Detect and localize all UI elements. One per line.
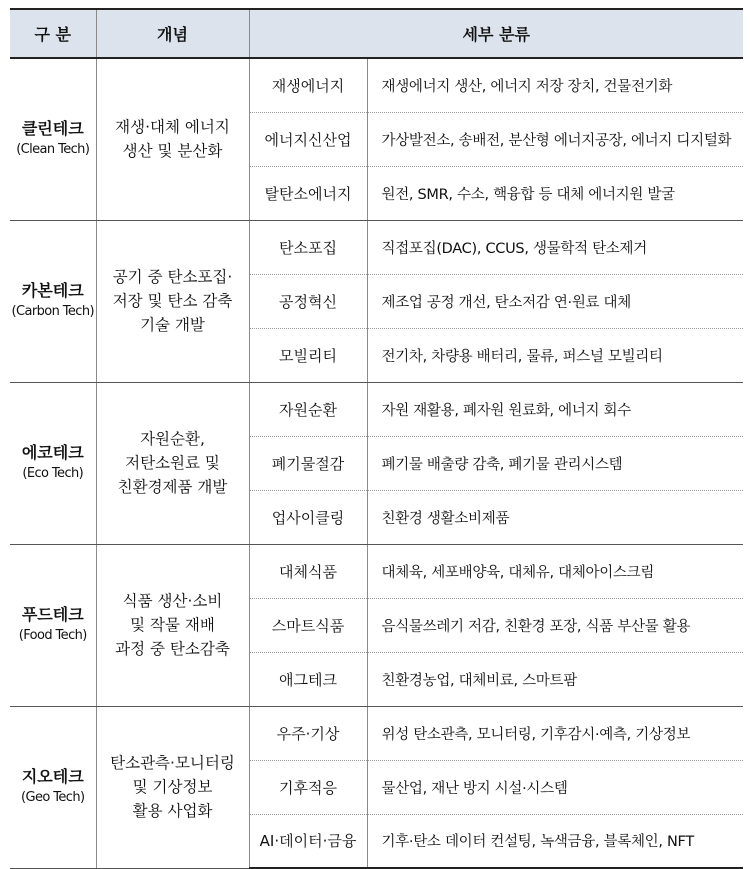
detail-cell: 친환경농업, 대체비료, 스마트팜: [367, 652, 743, 706]
subcategory-cell: AI·데이터·금융: [249, 814, 367, 868]
table-row: [10, 220, 743, 274]
category-english: (Clean Tech): [16, 142, 90, 158]
category-name: 지오테크: [21, 767, 84, 786]
detail-cell: 전기차, 차량용 배터리, 물류, 퍼스널 모빌리티: [367, 328, 743, 382]
detail-cell: 재생에너지 생산, 에너지 저장 장치, 건물전기화: [367, 58, 743, 112]
subcategory-cell: 에너지신산업: [249, 112, 367, 166]
detail-cell: 직접포집(DAC), CCUS, 생물학적 탄소제거: [367, 220, 743, 274]
detail-cell: 친환경 생활소비제품: [367, 490, 743, 544]
category-name: 에코테크: [21, 443, 84, 462]
table-row: [10, 58, 743, 112]
concept-cell: 공기 중 탄소포집· 저장 및 탄소 감축 기술 개발: [96, 220, 249, 382]
category-cell-food-tech: [10, 544, 96, 706]
category-english: (Geo Tech): [21, 790, 85, 805]
detail-cell: 기후·탄소 데이터 컨설팅, 녹색금융, 블록체인, NFT: [367, 814, 743, 868]
table-row: [10, 706, 743, 760]
category-name: 푸드테크: [21, 605, 84, 624]
subcategory-cell: 자원순환: [249, 382, 367, 436]
category-cell-eco-tech: [10, 382, 96, 544]
subcategory-cell: 업사이클링: [249, 490, 367, 544]
header-concept: 개념: [96, 9, 249, 58]
category-cell-geo-tech: [10, 706, 96, 868]
category-name: 카본테크: [21, 281, 84, 300]
subcategory-cell: 폐기물절감: [249, 436, 367, 490]
detail-cell: 대체육, 세포배양육, 대체유, 대체아이스크림: [367, 544, 743, 598]
detail-cell: 음식물쓰레기 저감, 친환경 포장, 식품 부산물 활용: [367, 598, 743, 652]
category-english: (Carbon Tech): [11, 304, 94, 319]
subcategory-cell: 재생에너지: [249, 58, 367, 112]
header-subcategory: 세부 분류: [249, 9, 743, 58]
detail-cell: 위성 탄소관측, 모니터링, 기후감시·예측, 기상정보: [367, 706, 743, 760]
concept-cell: 식품 생산·소비 및 작물 재배 과정 중 탄소감축: [96, 544, 249, 706]
subcategory-cell: 공정혁신: [249, 274, 367, 328]
category-cell-clean-tech: [10, 58, 96, 220]
concept-cell: 탄소관측·모니터링 및 기상정보 활용 사업화: [96, 706, 249, 868]
detail-cell: 원전, SMR, 수소, 핵융합 등 대체 에너지원 발굴: [367, 166, 743, 220]
category-english: (Eco Tech): [22, 466, 84, 481]
subcategory-cell: 애그테크: [249, 652, 367, 706]
subcategory-cell: 우주·기상: [249, 706, 367, 760]
subcategory-cell: 스마트식품: [249, 598, 367, 652]
detail-cell: 제조업 공정 개선, 탄소저감 연·원료 대체: [367, 274, 743, 328]
subcategory-cell: 기후적응: [249, 760, 367, 814]
subcategory-cell: 대체식품: [249, 544, 367, 598]
table-row: [10, 382, 743, 436]
header-category: 구 분: [10, 9, 96, 58]
subcategory-cell: 모빌리티: [249, 328, 367, 382]
category-name: 클린테크: [21, 119, 84, 139]
detail-cell: 물산업, 재난 방지 시설·시스템: [367, 760, 743, 814]
table-row: [10, 544, 743, 598]
subcategory-cell: 탄소포집: [249, 220, 367, 274]
concept-cell: 재생·대체 에너지 생산 및 분산화: [96, 58, 249, 220]
subcategory-cell: 탈탄소에너지: [249, 166, 367, 220]
detail-cell: 폐기물 배출량 감축, 폐기물 관리시스템: [367, 436, 743, 490]
climate-tech-classification-table: [10, 8, 743, 869]
category-english: (Food Tech): [18, 628, 87, 643]
category-cell-carbon-tech: [10, 220, 96, 382]
detail-cell: 가상발전소, 송배전, 분산형 에너지공장, 에너지 디지털화: [367, 112, 743, 166]
detail-cell: 자원 재활용, 폐자원 원료화, 에너지 회수: [367, 382, 743, 436]
concept-cell: 자원순환, 저탄소원료 및 친환경제품 개발: [96, 382, 249, 544]
header-row: [10, 9, 743, 58]
